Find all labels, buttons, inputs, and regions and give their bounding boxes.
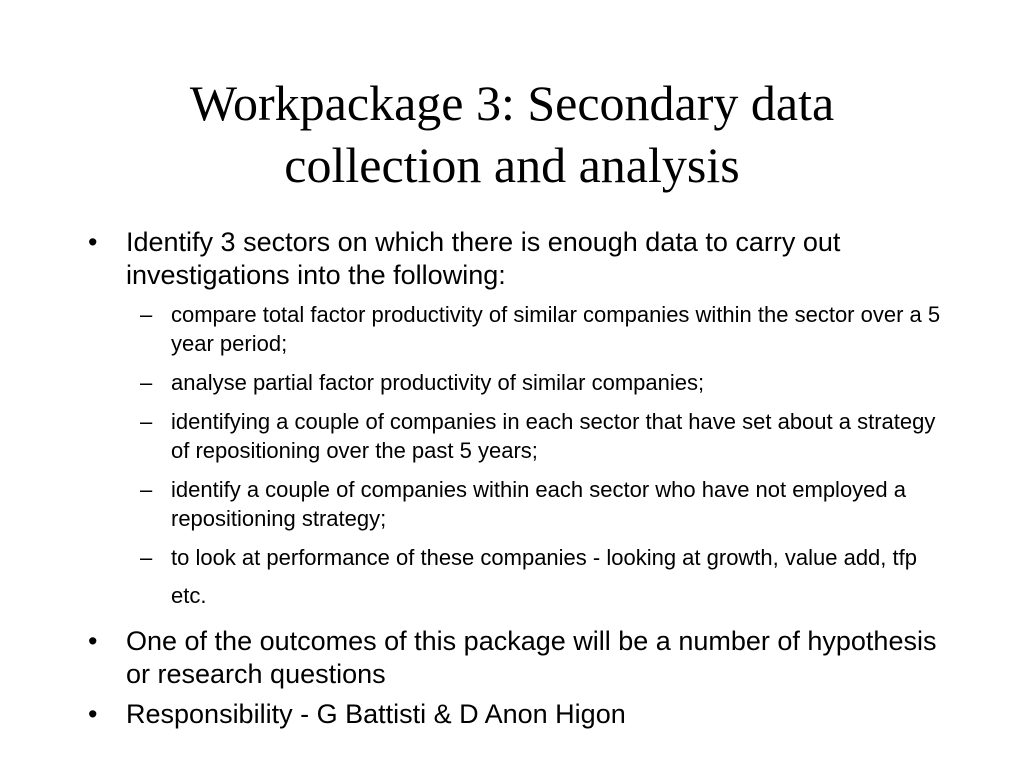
sub-bullet-text: analyse partial factor productivity of similar companies; [171,370,705,395]
bullet-item [88,625,948,691]
slide-title [60,72,964,196]
bullet-item [88,226,948,292]
slide-title-line-2: collection and analysis [284,137,740,193]
bullet-marker: • [88,227,98,257]
bullet-item [88,698,948,731]
sub-bullet-item [88,407,948,465]
dash-marker: – [140,477,153,502]
dash-marker: – [140,370,153,395]
dash-marker: – [140,545,153,570]
sub-bullet-item [88,475,948,533]
sub-bullet-text: to look at performance of these companies - looking at growth, value add, tfp etc. [171,545,917,608]
sub-bullet-item [88,368,948,397]
dash-marker: – [140,302,153,327]
bullet-marker: • [88,626,98,656]
bullet-text: One of the outcomes of this package will be a number of hypothesis or research questions [126,626,937,689]
sub-bullet-text: compare total factor productivity of similar companies within the sector over a 5 year period; [171,302,941,356]
dash-marker: – [140,409,153,434]
sub-list [88,300,948,615]
bullet-marker: • [88,699,98,729]
slide-title-line-1: Workpackage 3: Secondary data [189,75,835,131]
bullet-text: Identify 3 sectors on which there is enough data to carry out investigations into the following: [126,227,841,290]
sub-bullet-item [88,539,948,615]
sub-bullet-text: identifying a couple of companies in each sector that have set about a strategy of repositioning over the past 5 years; [171,409,936,463]
bullet-text: Responsibility - G Battisti & D Anon Higon [126,699,626,729]
slide-body [88,226,948,738]
sub-bullet-text: identify a couple of companies within each sector who have not employed a repositioning strategy; [171,477,906,531]
sub-bullet-item [88,300,948,358]
